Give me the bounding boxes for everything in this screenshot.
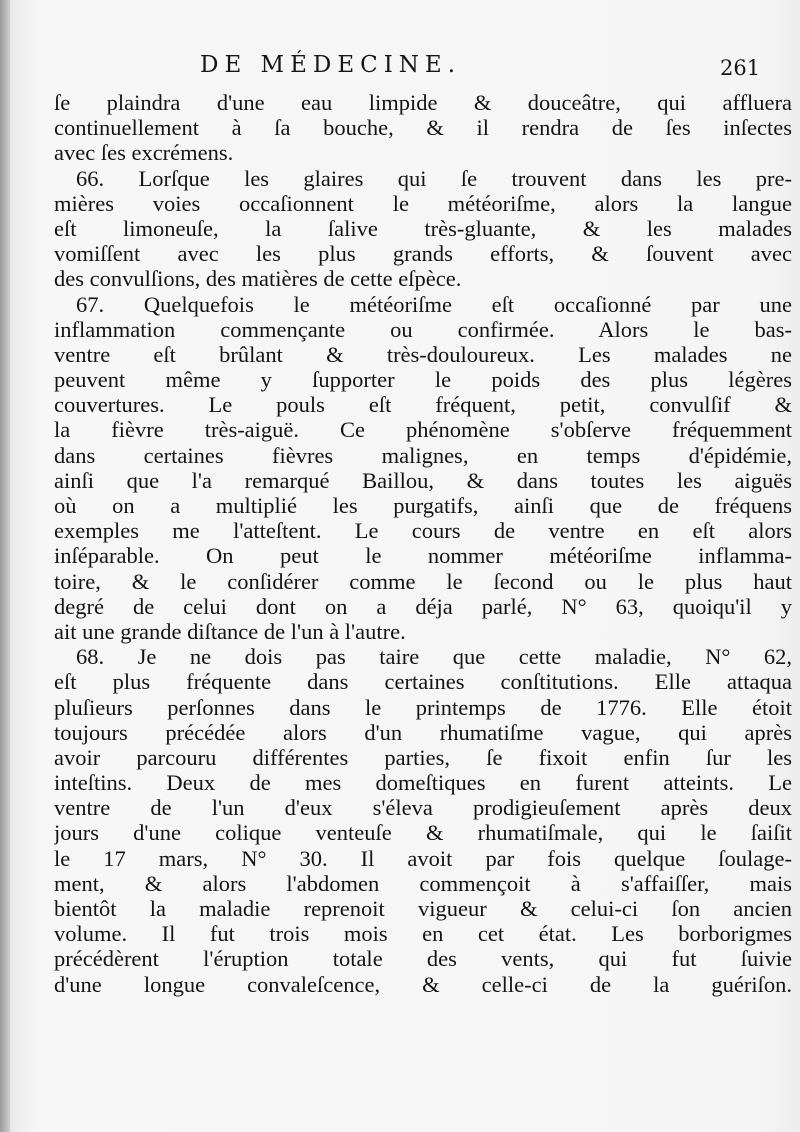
text-line: ſe plaindra d'une eau limpide & douceâtre, qui affluera — [54, 90, 792, 115]
text-line: inteſtins. Deux de mes domeſtiques en furent atteints. Le — [54, 770, 792, 796]
text-line: ait une grande diſtance de l'un à l'autre. — [54, 618, 406, 644]
text-line: avec ſes excrémens. — [54, 140, 234, 166]
text-line: eſt plus fréquente dans certaines conſtitutions. Elle attaqua — [54, 669, 792, 695]
text-line: exemples me l'atteſtent. Le cours de ventre en eſt alors — [54, 518, 792, 544]
text-line: toire, & le conſidérer comme le ſecond ou le plus haut — [54, 568, 792, 594]
text-line: vomiſſent avec les plus grands efforts, & ſouvent avec — [54, 241, 792, 267]
body-text — [54, 90, 792, 997]
text-line: d'une longue convaleſcence, & celle-ci de la guériſon. — [54, 971, 792, 997]
text-line: peuvent même y ſupporter le poids des plus légères — [54, 367, 792, 393]
text-line: 67. Quelquefois le météoriſme eſt occaſionné par une — [76, 291, 792, 317]
text-line: où on a multiplié les purgatifs, ainſi que de fréquens — [54, 493, 792, 518]
text-line: le 17 mars, N° 30. Il avoit par fois quelque ſoulage- — [54, 845, 792, 871]
text-line: toujours précédée alors d'un rhumatiſme vague, qui après — [54, 719, 792, 745]
text-line: la fièvre très-aiguë. Ce phénomène s'obſerve fréquemment — [54, 417, 792, 443]
text-line: eſt limoneuſe, la ſalive très-gluante, & les malades — [54, 215, 792, 241]
running-title: DE MÉDECINE. — [200, 52, 462, 78]
text-line: bientôt la maladie reprenoit vigueur & celui-ci ſon ancien — [54, 896, 792, 921]
text-line: pluſieurs perſonnes dans le printemps de 1776. Elle étoit — [54, 694, 792, 720]
text-line: jours d'une colique venteuſe & rhumatiſmale, qui le ſaiſit — [54, 820, 792, 846]
page-gutter — [0, 0, 10, 1132]
text-line: continuellement à ſa bouche, & il rendra de ſes inſectes — [54, 115, 792, 141]
text-line: volume. Il fut trois mois en cet état. Les borborigmes — [54, 921, 792, 947]
text-line: degré de celui dont on a déja parlé, N° 63, quoiqu'il y — [54, 593, 792, 619]
text-line: ainſi que l'a remarqué Baillou, & dans toutes les aiguës — [54, 467, 792, 493]
text-line: ventre eſt brûlant & très-douloureux. Les malades ne — [54, 341, 792, 367]
page-number: 261 — [720, 56, 761, 80]
text-line: des convulſions, des matières de cette eſpèce. — [54, 266, 462, 292]
text-line: inſéparable. On peut le nommer météoriſme inflamma- — [54, 543, 792, 569]
text-line: ment, & alors l'abdomen commençoit à s'affaiſſer, mais — [54, 870, 792, 896]
text-line: dans certaines fièvres malignes, en temps d'épidémie, — [54, 442, 792, 468]
text-line: précédèrent l'éruption totale des vents, qui fut ſuivie — [54, 946, 792, 972]
text-line: 68. Je ne dois pas taire que cette maladie, N° 62, — [76, 644, 792, 670]
text-line: mières voies occaſionnent le météoriſme, alors la langue — [54, 190, 792, 216]
text-line: couvertures. Le pouls eſt fréquent, petit, convulſif & — [54, 392, 792, 418]
text-line: 66. Lorſque les glaires qui ſe trouvent dans les pre- — [76, 165, 792, 191]
text-line: inflammation commençante ou confirmée. Alors le bas- — [54, 316, 792, 342]
text-line: ventre de l'un d'eux s'éleva prodigieuſement après deux — [54, 795, 792, 821]
text-line: avoir parcouru différentes parties, ſe fixoit enfin ſur les — [54, 744, 792, 770]
